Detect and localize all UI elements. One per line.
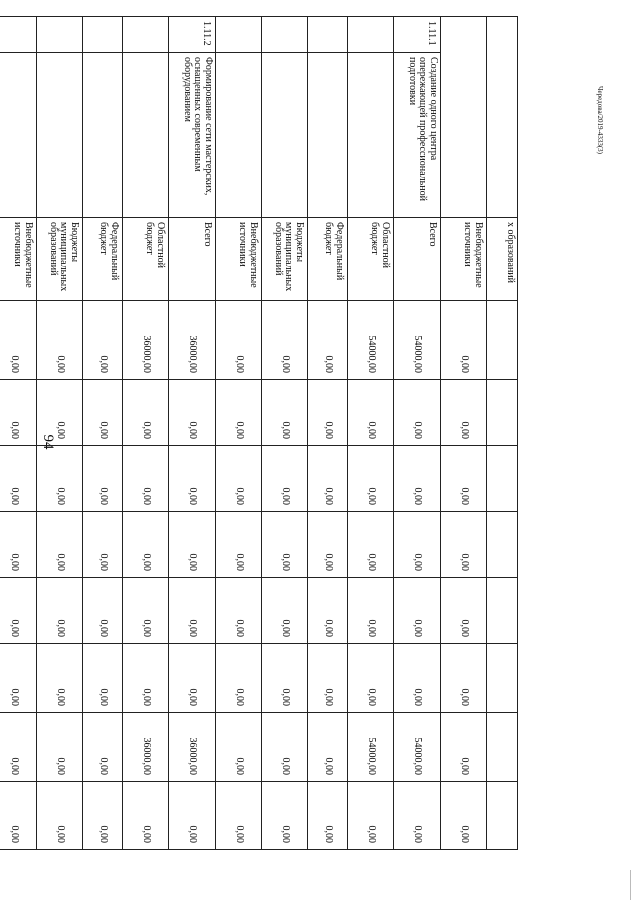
value-cell: 0,00 [83,644,123,713]
value-cell: 0,00 [348,446,394,512]
item-name [0,53,37,218]
value-cell: 0,00 [83,380,123,446]
funding-source: Областной бюджет [348,218,394,301]
value-cell: 0,00 [348,644,394,713]
value-cell: 0,00 [0,644,37,713]
item-name [83,53,123,218]
table-row [308,17,348,850]
value-cell: 0,00 [169,446,216,512]
value-cell: 0,00 [0,380,37,446]
item-code [123,17,169,53]
value-cell: 0,00 [441,380,487,446]
value-cell: 0,00 [37,301,83,380]
value-cell: 0,00 [0,713,37,782]
value-cell: 0,00 [37,380,83,446]
value-cell: 0,00 [83,301,123,380]
funding-source: Внебюджетные источники [216,218,262,301]
table-row [487,17,518,850]
value-cell: 0,00 [394,380,441,446]
table-row [0,17,37,850]
item-code [262,17,308,53]
value-cell: 0,00 [37,512,83,578]
funding-source: Внебюджетные источники [0,218,37,301]
value-cell: 0,00 [169,782,216,850]
funding-source: Внебюджетные источники [441,218,487,301]
table-row [169,17,216,850]
value-cell: 54000,00 [348,713,394,782]
table-row [394,17,441,850]
value-cell: 0,00 [83,512,123,578]
value-cell: 0,00 [262,301,308,380]
value-cell: 0,00 [441,782,487,850]
value-cell: 0,00 [394,644,441,713]
value-cell: 0,00 [0,446,37,512]
value-cell [487,713,518,782]
value-cell: 36000,00 [123,713,169,782]
value-cell: 36000,00 [169,301,216,380]
funding-source: Всего [169,218,216,301]
item-name: Создание одного центра опережающей профессиональной подготовки [394,53,441,218]
table-row [262,17,308,850]
value-cell: 0,00 [0,301,37,380]
funding-source: Всего [394,218,441,301]
value-cell: 54000,00 [394,713,441,782]
value-cell: 0,00 [262,578,308,644]
value-cell: 0,00 [216,782,262,850]
scan-mark [630,870,631,900]
table-row [441,17,487,850]
value-cell: 0,00 [123,512,169,578]
item-code [37,17,83,53]
budget-table [0,16,518,850]
value-cell: 54000,00 [394,301,441,380]
value-cell: 0,00 [123,578,169,644]
funding-source: Областной бюджет [123,218,169,301]
item-name [37,53,83,218]
value-cell: 0,00 [0,512,37,578]
value-cell [487,578,518,644]
value-cell: 0,00 [216,713,262,782]
item-code: 1.11.1 [394,17,441,53]
value-cell: 0,00 [216,446,262,512]
value-cell: 0,00 [308,512,348,578]
table-row [216,17,262,850]
value-cell: 0,00 [262,782,308,850]
value-cell: 0,00 [123,380,169,446]
value-cell: 0,00 [308,644,348,713]
value-cell [487,512,518,578]
empty-cell [441,17,487,218]
value-cell: 0,00 [216,644,262,713]
value-cell [487,644,518,713]
value-cell: 0,00 [348,380,394,446]
value-cell: 0,00 [216,578,262,644]
value-cell: 0,00 [308,578,348,644]
value-cell: 0,00 [262,512,308,578]
value-cell: 0,00 [308,713,348,782]
value-cell: 0,00 [308,301,348,380]
value-cell: 0,00 [83,446,123,512]
funding-source: Бюджеты муниципальных образований [37,218,83,301]
item-code: 1.11.2 [169,17,216,53]
value-cell [487,782,518,850]
value-cell: 0,00 [83,578,123,644]
table-row [123,17,169,850]
item-name [123,53,169,218]
funding-source: Федеральный бюджет [308,218,348,301]
value-cell: 0,00 [169,644,216,713]
value-cell: 0,00 [394,782,441,850]
value-cell: 0,00 [169,512,216,578]
value-cell: 36000,00 [169,713,216,782]
value-cell: 0,00 [216,380,262,446]
value-cell: 0,00 [0,782,37,850]
value-cell: 0,00 [37,644,83,713]
value-cell: 0,00 [169,578,216,644]
value-cell: 0,00 [308,380,348,446]
source-label: х образований [487,218,518,301]
value-cell: 0,00 [123,782,169,850]
value-cell: 0,00 [441,578,487,644]
item-code [0,17,37,53]
table-row [37,17,83,850]
value-cell [487,446,518,512]
value-cell: 0,00 [441,301,487,380]
value-cell: 0,00 [441,644,487,713]
value-cell: 0,00 [348,578,394,644]
value-cell [487,380,518,446]
value-cell: 0,00 [169,380,216,446]
value-cell: 0,00 [37,578,83,644]
value-cell: 0,00 [441,512,487,578]
value-cell: 0,00 [262,446,308,512]
value-cell: 0,00 [216,512,262,578]
value-cell: 0,00 [441,713,487,782]
value-cell: 0,00 [262,380,308,446]
value-cell: 0,00 [348,782,394,850]
value-cell: 36000,00 [123,301,169,380]
item-code [308,17,348,53]
value-cell: 0,00 [394,578,441,644]
funding-source: Бюджеты муниципальных образований [262,218,308,301]
empty-cell [487,17,518,218]
value-cell [487,301,518,380]
value-cell: 0,00 [308,446,348,512]
page-number: 94 [40,434,56,450]
value-cell: 0,00 [394,446,441,512]
value-cell: 0,00 [262,644,308,713]
item-code [216,17,262,53]
item-name: Формирование сети мастерских, оснащенных современным оборудованием [169,53,216,218]
value-cell: 0,00 [123,446,169,512]
value-cell: 0,00 [83,782,123,850]
item-code [348,17,394,53]
value-cell: 0,00 [394,512,441,578]
item-name [216,53,262,218]
value-cell: 0,00 [83,713,123,782]
value-cell: 0,00 [262,713,308,782]
value-cell: 0,00 [216,301,262,380]
value-cell: 0,00 [123,644,169,713]
value-cell: 54000,00 [348,301,394,380]
value-cell: 0,00 [37,713,83,782]
value-cell: 0,00 [308,782,348,850]
item-name [262,53,308,218]
value-cell: 0,00 [348,512,394,578]
item-name [308,53,348,218]
funding-source: Федеральный бюджет [83,218,123,301]
value-cell: 0,00 [37,782,83,850]
value-cell: 0,00 [441,446,487,512]
table-row [348,17,394,850]
table-row [83,17,123,850]
item-name [348,53,394,218]
document-code: Чередова/2019-4333(3) [596,86,604,154]
value-cell: 0,00 [0,578,37,644]
value-cell: 0,00 [37,446,83,512]
item-code [83,17,123,53]
